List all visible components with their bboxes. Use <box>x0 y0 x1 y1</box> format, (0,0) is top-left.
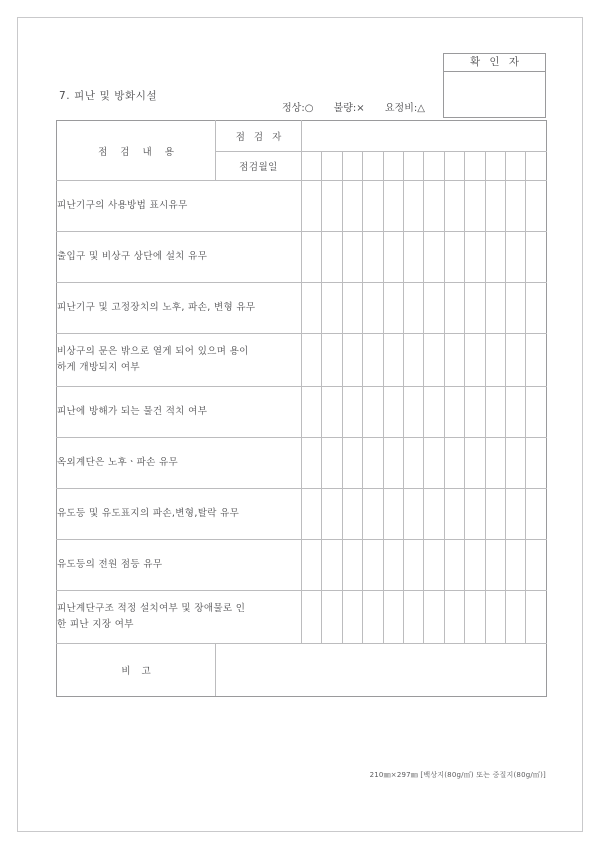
inspection-result-cell[interactable] <box>424 181 444 232</box>
inspection-result-cell[interactable] <box>526 591 546 644</box>
inspection-result-cell[interactable] <box>302 540 322 591</box>
inspection-result-cell[interactable] <box>302 438 322 489</box>
inspection-item-label: 피난기구 및 고정장치의 노후, 파손, 변형 유무 <box>57 283 302 334</box>
inspection-result-cell[interactable] <box>465 232 485 283</box>
inspection-item-label: 유도등 및 유도표지의 파손,변형,탈락 유무 <box>57 489 302 540</box>
table-row <box>57 489 547 540</box>
inspection-result-cell[interactable] <box>342 591 362 644</box>
inspection-result-cell[interactable] <box>322 181 342 232</box>
inspection-result-cell[interactable] <box>322 540 342 591</box>
table-row <box>57 334 547 387</box>
date-cell[interactable] <box>302 152 322 181</box>
inspection-result-cell[interactable] <box>526 181 546 232</box>
inspection-result-cell[interactable] <box>342 181 362 232</box>
table-row <box>57 387 547 438</box>
confirmer-box <box>443 53 546 118</box>
inspection-result-cell[interactable] <box>424 387 444 438</box>
inspection-result-cell[interactable] <box>403 438 423 489</box>
inspection-result-cell[interactable] <box>363 489 383 540</box>
table-header-row-inspector <box>57 121 547 152</box>
table-row <box>57 181 547 232</box>
legend <box>282 99 425 114</box>
inspection-result-cell[interactable] <box>505 438 525 489</box>
inspection-result-cell[interactable] <box>363 591 383 644</box>
inspection-result-cell[interactable] <box>302 489 322 540</box>
inspection-result-cell[interactable] <box>444 181 464 232</box>
inspector-name-area[interactable] <box>302 121 547 152</box>
inspection-result-cell[interactable] <box>424 232 444 283</box>
remark-label: 비 고 <box>57 644 216 697</box>
table-row <box>57 438 547 489</box>
inspection-result-cell[interactable] <box>465 591 485 644</box>
header-inspector: 점 검 자 <box>216 121 302 152</box>
inspection-result-cell[interactable] <box>403 489 423 540</box>
inspection-result-cell[interactable] <box>526 540 546 591</box>
inspection-item-label: 피난계단구조 적정 설치여부 및 장애물로 인 한 피난 지장 여부 <box>57 591 302 644</box>
inspection-result-cell[interactable] <box>383 489 403 540</box>
inspection-result-cell[interactable] <box>302 283 322 334</box>
inspection-result-cell[interactable] <box>383 591 403 644</box>
inspection-result-cell[interactable] <box>383 387 403 438</box>
inspection-result-cell[interactable] <box>505 181 525 232</box>
inspection-result-cell[interactable] <box>465 283 485 334</box>
date-cell[interactable] <box>505 152 525 181</box>
inspection-result-cell[interactable] <box>485 232 505 283</box>
inspection-result-cell[interactable] <box>322 283 342 334</box>
inspection-result-cell[interactable] <box>363 181 383 232</box>
inspection-result-cell[interactable] <box>505 232 525 283</box>
inspection-result-cell[interactable] <box>342 489 362 540</box>
inspection-result-cell[interactable] <box>424 438 444 489</box>
inspection-result-cell[interactable] <box>444 334 464 387</box>
inspection-result-cell[interactable] <box>403 232 423 283</box>
inspection-result-cell[interactable] <box>485 489 505 540</box>
inspection-item-label: 피난기구의 사용방법 표시유무 <box>57 181 302 232</box>
inspection-result-cell[interactable] <box>383 438 403 489</box>
inspection-result-cell[interactable] <box>424 540 444 591</box>
inspection-result-cell[interactable] <box>322 489 342 540</box>
inspection-result-cell[interactable] <box>485 181 505 232</box>
inspection-result-cell[interactable] <box>383 283 403 334</box>
paper-spec-note: 210㎜×297㎜ [백상지(80g/㎡) 또는 중질지(80g/㎡)] <box>369 771 546 779</box>
inspection-result-cell[interactable] <box>424 591 444 644</box>
inspection-result-cell[interactable] <box>505 591 525 644</box>
page-title: 7. 피난 및 방화시설 <box>59 90 158 102</box>
inspection-result-cell[interactable] <box>485 540 505 591</box>
date-cell[interactable] <box>424 152 444 181</box>
inspection-result-cell[interactable] <box>363 283 383 334</box>
date-cell[interactable] <box>465 152 485 181</box>
inspection-result-cell[interactable] <box>363 232 383 283</box>
inspection-result-cell[interactable] <box>485 334 505 387</box>
inspection-result-cell[interactable] <box>465 181 485 232</box>
inspection-result-cell[interactable] <box>505 283 525 334</box>
inspection-item-label: 유도등의 전원 점등 유무 <box>57 540 302 591</box>
inspection-result-cell[interactable] <box>302 232 322 283</box>
inspection-result-cell[interactable] <box>302 181 322 232</box>
remark-row <box>57 644 547 697</box>
inspection-result-cell[interactable] <box>444 232 464 283</box>
inspection-result-cell[interactable] <box>465 489 485 540</box>
inspection-result-cell[interactable] <box>383 181 403 232</box>
legend-item-needs-maintenance: 요정비:△ <box>384 103 425 114</box>
inspection-result-cell[interactable] <box>322 591 342 644</box>
inspection-result-cell[interactable] <box>342 438 362 489</box>
date-cell[interactable] <box>403 152 423 181</box>
inspection-table <box>56 120 547 697</box>
inspection-result-cell[interactable] <box>342 387 362 438</box>
header-inspection-date: 점검월일 <box>216 152 302 181</box>
inspection-result-cell[interactable] <box>322 232 342 283</box>
inspection-result-cell[interactable] <box>485 591 505 644</box>
table-row <box>57 283 547 334</box>
legend-item-defective: 불량:× <box>333 103 365 114</box>
inspection-result-cell[interactable] <box>363 540 383 591</box>
date-cell[interactable] <box>444 152 464 181</box>
confirmer-box-header: 확 인 자 <box>444 54 545 72</box>
inspection-item-label: 비상구의 문은 밖으로 열게 되어 있으며 용이 하게 개방되지 여부 <box>57 334 302 387</box>
inspection-item-label: 출입구 및 비상구 상단에 설치 유무 <box>57 232 302 283</box>
inspection-result-cell[interactable] <box>505 387 525 438</box>
inspection-result-cell[interactable] <box>505 334 525 387</box>
inspection-result-cell[interactable] <box>403 181 423 232</box>
inspection-result-cell[interactable] <box>322 387 342 438</box>
inspection-result-cell[interactable] <box>444 489 464 540</box>
inspection-result-cell[interactable] <box>342 334 362 387</box>
confirmer-signature-area[interactable] <box>444 72 545 118</box>
inspection-result-cell[interactable] <box>302 387 322 438</box>
inspection-result-cell[interactable] <box>363 334 383 387</box>
inspection-result-cell[interactable] <box>363 438 383 489</box>
table-row <box>57 540 547 591</box>
date-cell[interactable] <box>485 152 505 181</box>
inspection-result-cell[interactable] <box>465 334 485 387</box>
header-inspection-content: 점 검 내 용 <box>57 121 216 181</box>
inspection-result-cell[interactable] <box>526 232 546 283</box>
inspection-result-cell[interactable] <box>505 489 525 540</box>
inspection-result-cell[interactable] <box>363 387 383 438</box>
inspection-result-cell[interactable] <box>485 283 505 334</box>
inspection-result-cell[interactable] <box>444 591 464 644</box>
inspection-result-cell[interactable] <box>383 540 403 591</box>
date-cell[interactable] <box>383 152 403 181</box>
date-cell[interactable] <box>363 152 383 181</box>
inspection-result-cell[interactable] <box>465 387 485 438</box>
inspection-result-cell[interactable] <box>444 387 464 438</box>
inspection-result-cell[interactable] <box>302 334 322 387</box>
inspection-result-cell[interactable] <box>403 334 423 387</box>
inspection-result-cell[interactable] <box>403 283 423 334</box>
inspection-result-cell[interactable] <box>322 334 342 387</box>
legend-item-normal: 정상:○ <box>282 103 314 114</box>
inspection-item-label: 옥외계단은 노후ㆍ파손 유무 <box>57 438 302 489</box>
inspection-result-cell[interactable] <box>526 334 546 387</box>
inspection-result-cell[interactable] <box>526 489 546 540</box>
inspection-result-cell[interactable] <box>342 283 362 334</box>
inspection-result-cell[interactable] <box>424 334 444 387</box>
inspection-result-cell[interactable] <box>444 540 464 591</box>
inspection-result-cell[interactable] <box>485 438 505 489</box>
inspection-result-cell[interactable] <box>465 540 485 591</box>
inspection-result-cell[interactable] <box>342 540 362 591</box>
inspection-result-cell[interactable] <box>383 334 403 387</box>
remark-value[interactable] <box>216 644 547 697</box>
date-cell[interactable] <box>526 152 546 181</box>
inspection-result-cell[interactable] <box>322 438 342 489</box>
inspection-result-cell[interactable] <box>485 387 505 438</box>
inspection-item-label: 피난에 방해가 되는 물건 적치 여부 <box>57 387 302 438</box>
inspection-result-cell[interactable] <box>444 283 464 334</box>
date-cell[interactable] <box>322 152 342 181</box>
inspection-result-cell[interactable] <box>526 438 546 489</box>
inspection-result-cell[interactable] <box>403 591 423 644</box>
date-cell[interactable] <box>342 152 362 181</box>
table-row <box>57 232 547 283</box>
inspection-result-cell[interactable] <box>526 283 546 334</box>
inspection-result-cell[interactable] <box>424 489 444 540</box>
inspection-result-cell[interactable] <box>302 591 322 644</box>
inspection-result-cell[interactable] <box>444 438 464 489</box>
table-row <box>57 591 547 644</box>
inspection-result-cell[interactable] <box>403 387 423 438</box>
inspection-result-cell[interactable] <box>505 540 525 591</box>
inspection-result-cell[interactable] <box>403 540 423 591</box>
inspection-result-cell[interactable] <box>383 232 403 283</box>
inspection-result-cell[interactable] <box>465 438 485 489</box>
inspection-result-cell[interactable] <box>424 283 444 334</box>
inspection-result-cell[interactable] <box>526 387 546 438</box>
inspection-result-cell[interactable] <box>342 232 362 283</box>
